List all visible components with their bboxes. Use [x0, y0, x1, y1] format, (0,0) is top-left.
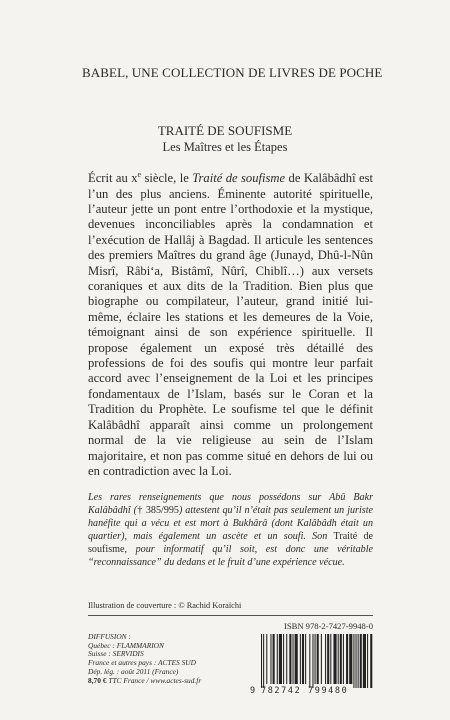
collection-name: BABEL, UNE COLLECTION DE LIVRES DE POCHE [82, 65, 383, 80]
bio-dates: † 385/995 [136, 505, 179, 516]
bio-b: ) attestent qu’il n’était pas seulement un juriste hanéfite qui a vécu et est mort à Bukhârâ (dont Kalâbâdh était un quartier), mais également un ascète et un soufi. Son [88, 505, 373, 542]
barcode-bar [349, 634, 352, 684]
blurb-book-title: Traité de soufisme [192, 171, 286, 186]
barcode-bars [250, 634, 374, 688]
barcode-bar [283, 634, 284, 684]
blurb-century-sup: e [137, 170, 142, 179]
barcode-bar [333, 634, 336, 684]
bio-c: , pour informatif qu’il soit, est donc une véritable “reconnaissance” du dedans et le fruit d’une expérience vécue. [88, 544, 373, 568]
barcode-bar [309, 634, 310, 688]
barcode-bar [327, 634, 329, 684]
barcode-first-digit: 9 [250, 686, 256, 696]
barcode-bar [317, 634, 319, 684]
price: 8,70 € [88, 675, 107, 685]
barcode-bar [261, 634, 262, 688]
blurb-paragraph [88, 167, 373, 479]
barcode-bar [353, 634, 354, 688]
barcode-bar [321, 634, 322, 684]
illustration-credit: Illustration de couverture : © Rachid Koraïchi [88, 601, 242, 610]
ean-barcode [250, 634, 374, 700]
distribution-block [88, 633, 201, 685]
barcode-bar [289, 634, 291, 684]
barcode-bar [279, 634, 282, 684]
author-bio [88, 491, 373, 569]
blurb-part3: de Kalâbâdhî est l’un des plus anciens. Éminente autorité spirituelle, l’auteur jette un pont entre l’orthodoxie et la mystique, devenues inconciliables après la condamnation et l’exécution de Hallâj à Bagdad. Il articule les sentences des premiers Maîtres du grand âge (Junayd, Dhû-l-Nûn Misrî, Râbi‘a, Bistâmî, Nûrî, Chiblî…) aux versets coraniques et aux dits de la Tradition. Bien plus que biographe ou compilateur, l’auteur, grand initié lui-même, éclaire les stations et les demeures de la Voie, témoignant ainsi de son expérience spirituelle. Il propose également un exposé très détaillé des professions de foi des soufis qui montre leur parfait accord avec l’enseignement de la Loi et les principes fondamentaux de l’Islam, basés sur le Coran et la Tradition du Prophète. Le soufisme tel que le définit Kalâbâdhî apparaît ainsi comme un prolongement normal de la vie religieuse au sein de l’Islam majoritaire, et non pas comme situé en dehors de lui ou en contradiction avec la Loi. [88, 171, 373, 478]
barcode-bar [360, 634, 362, 688]
isbn: ISBN 978-2-7427-9948-0 [283, 621, 373, 631]
barcode-bar [302, 634, 304, 684]
distribution-heading: DIFFUSION : [88, 632, 131, 641]
barcode-bar [358, 634, 359, 688]
legal-deposit: Dép. lég. : août 2011 (France) [88, 666, 179, 676]
barcode-bar [315, 634, 316, 684]
barcode-bar [312, 634, 313, 688]
barcode-bar [270, 634, 271, 684]
barcode-bar [295, 634, 298, 684]
book-title: TRAITÉ DE SOUFISME [157, 123, 293, 138]
barcode-bar [293, 634, 294, 684]
barcode-bar [343, 634, 344, 684]
price-line [88, 677, 201, 686]
barcode-bar [338, 634, 339, 684]
barcode-bar [346, 634, 348, 684]
bio-a: Les rares renseignements que nous possédons sur Abû Bakr Kalâbâdhî ( [88, 492, 373, 516]
distribution-suisse: Suisse : SERVIDIS [88, 649, 144, 659]
distribution-quebec: Québec : FLAMMARION [88, 640, 164, 650]
barcode-bar [356, 634, 357, 688]
blurb-part2: siècle, le [141, 171, 193, 186]
barcode-bar [300, 634, 301, 684]
barcode-digits [250, 686, 374, 698]
barcode-bar [340, 634, 342, 684]
barcode-bar [286, 634, 287, 684]
barcode-bar [263, 634, 264, 688]
barcode-bar [370, 634, 372, 688]
book-subtitle: Les Maîtres et les Étapes [162, 140, 288, 154]
price-suffix: TTC France / www.actes-sud.fr [106, 675, 202, 685]
barcode-bar [325, 634, 326, 684]
barcode-bar [266, 634, 267, 684]
distribution-france: France et autres pays : ACTES SUD [88, 658, 196, 668]
divider [88, 615, 373, 616]
bio-book-title: Traité de soufisme [88, 531, 374, 555]
blurb-part1: Écrit au x [88, 171, 138, 186]
barcode-bar [330, 634, 331, 684]
barcode-bar [305, 634, 306, 684]
barcode-number: 782742 799480 [261, 686, 349, 696]
barcode-bar [367, 634, 368, 688]
barcode-bar [277, 634, 278, 684]
barcode-bar [273, 634, 275, 684]
barcode-bar [363, 634, 366, 688]
